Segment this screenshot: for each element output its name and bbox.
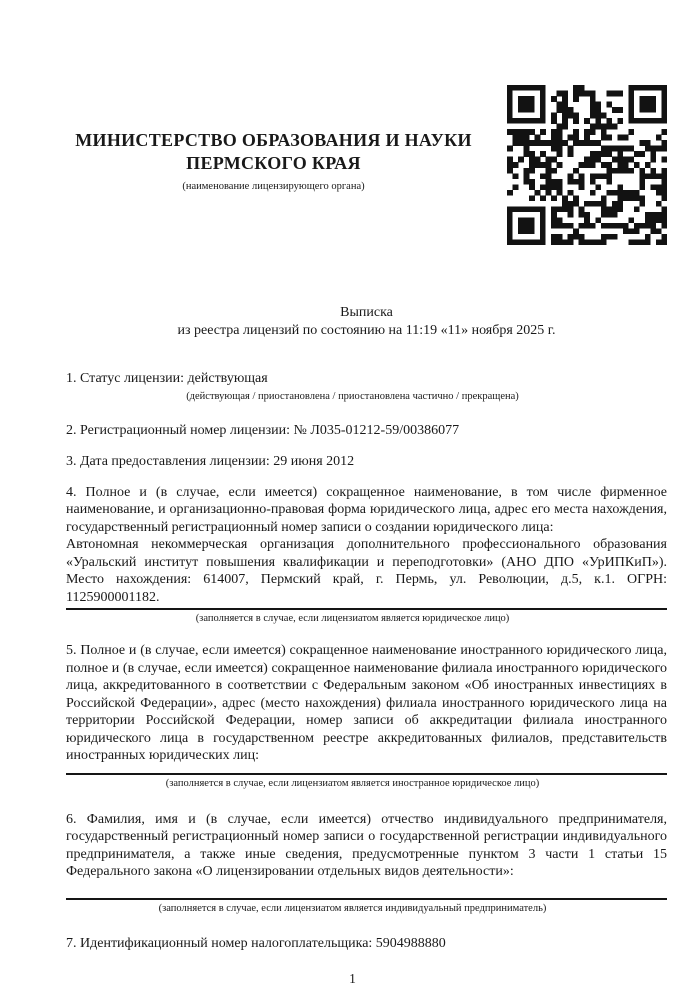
licensing-authority-caption: (наименование лицензирующего органа) xyxy=(182,181,365,192)
foreign-entity-note: (заполняется в случае, если лицензиатом является иностранное юридическое лицо) xyxy=(165,777,540,789)
foreign-entity-label: 5. Полное и (в случае, если имеется) сокращенное наименование иностранного юридического лица, полное и (в случае, если имеется) сокращенное наименование филиала иностранного юридического лица, аккредитованного в соответствии с Федеральным законом «Об иностранных инвестициях в Российской Федерации», адрес (место нахождения) филиала иностранного юридического лица на территории Российской Федерации, номер записи об аккредитации филиала иностранного юридического лица в государственном реестре аккредитованных филиалов, представительств иностранных юридических лиц: xyxy=(66,643,667,763)
legal-entity-value: Автономная некоммерческая организация дополнительного профессионального образования «Уральский институт повышения квалификации и переподготовки» (АНО ДПО «УрИПКиП»). Место нахождения: 614007, Пермский край, г. Пермь, ул. Революции, д.5, к.1. ОГРН: 1125900001182. xyxy=(66,537,667,605)
document-title-line1: Выписка xyxy=(340,305,393,320)
ministry-name xyxy=(66,129,481,175)
license-grant-date-line: 3. Дата предоставления лицензии: 29 июня 2012 xyxy=(66,454,355,469)
registration-number-line: 2. Регистрационный номер лицензии: № Л035-01212-59/00386077 xyxy=(66,422,460,438)
ministry-name-line2: ПЕРМСКОГО КРАЯ xyxy=(186,153,361,173)
foreign-entity-section xyxy=(66,642,667,790)
document-title xyxy=(66,304,667,339)
licensing-authority-block xyxy=(66,85,507,193)
foreign-entity-rule xyxy=(66,773,667,775)
legal-entity-note: (заполняется в случае, если лицензиатом является юридическое лицо) xyxy=(195,613,510,624)
taxpayer-id-line: 7. Идентификационный номер налогоплательщика: 5904988880 xyxy=(66,935,446,951)
page-number: 1 xyxy=(349,971,356,986)
entrepreneur-note: (заполняется в случае, если лицензиатом является индивидуальный предприниматель) xyxy=(158,902,547,914)
entrepreneur-rule xyxy=(66,898,667,900)
document-header xyxy=(66,0,667,245)
qr-code-icon xyxy=(507,85,667,245)
license-status-line: 1. Статус лицензии: действующая xyxy=(66,371,268,386)
ministry-name-line1: МИНИСТЕРСТВО ОБРАЗОВАНИЯ И НАУКИ xyxy=(75,130,472,150)
entrepreneur-section xyxy=(66,811,667,915)
license-status-note: (действующая / приостановлена / приостановлена частично / прекращена) xyxy=(186,390,519,402)
legal-entity-section xyxy=(66,484,667,626)
legal-entity-rule xyxy=(66,608,667,610)
legal-entity-label: 4. Полное и (в случае, если имеется) сокращенное наименование, в том числе фирменное наименование, и организационно-правовая форма юридического лица, адрес его места нахождения, государственный регистрационный номер записи о создании юридического лица: xyxy=(66,484,667,535)
entrepreneur-label: 6. Фамилия, имя и (в случае, если имеется) отчество индивидуального предпринимателя, государственный регистрационный номер записи о государственной регистрации индивидуального предпринимателя, а также иные сведения, предусмотренные пунктом 3 части 1 статьи 15 Федерального закона «О лицензировании отдельных видов деятельности»: xyxy=(66,811,667,879)
document-title-line2: из реестра лицензий по состоянию на 11:19 «11» ноября 2025 г. xyxy=(177,322,556,338)
